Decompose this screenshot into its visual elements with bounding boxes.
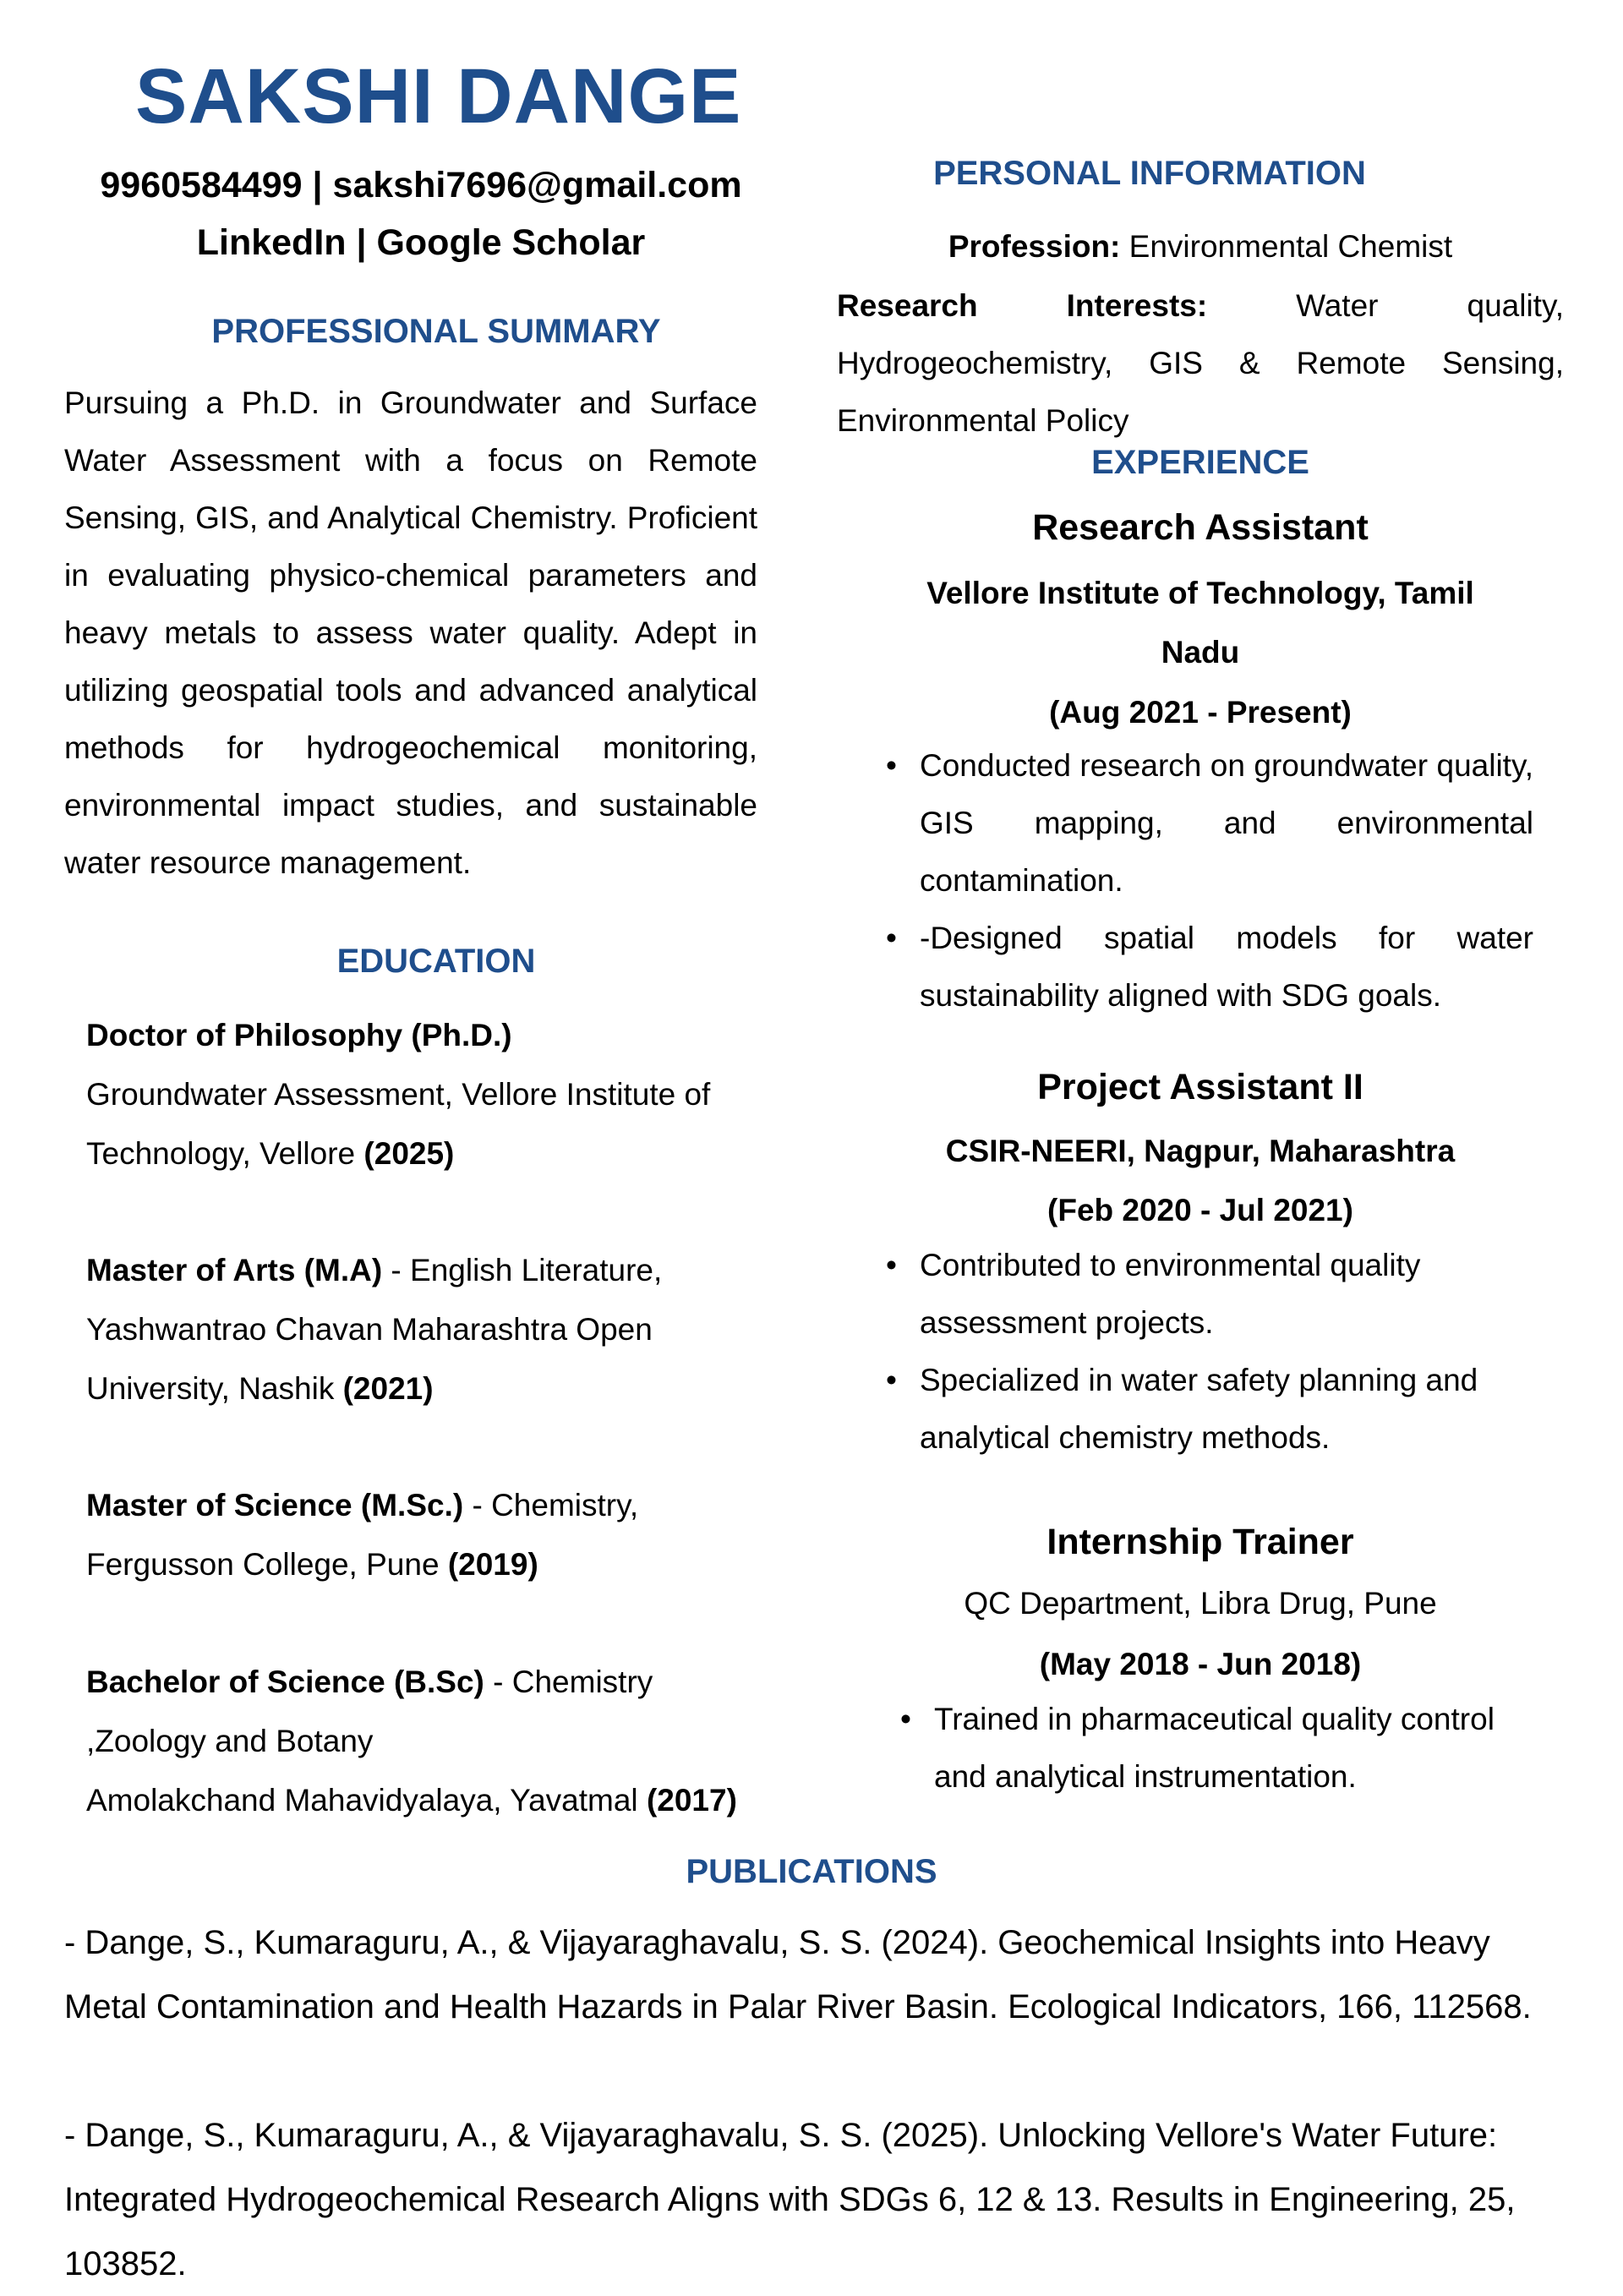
job-bullets	[900, 1691, 1543, 1806]
list-item: • Contributed to environmental quality assessment projects.	[920, 1237, 1495, 1352]
degree-year: (2025)	[363, 1136, 455, 1171]
bullet-icon: •	[886, 748, 897, 783]
list-item: • Conducted research on groundwater quality, GIS mapping, and environmental contamination.	[920, 737, 1533, 910]
bullet-icon: •	[886, 921, 897, 955]
bullet-icon: •	[900, 1702, 911, 1736]
summary-heading: PROFESSIONAL SUMMARY	[211, 313, 661, 350]
education-entry-ma	[86, 1241, 746, 1419]
list-item: • -Designed spatial models for water sustainability aligned with SDG goals.	[920, 910, 1533, 1025]
list-item: • Trained in pharmaceutical quality control and analytical instrumentation.	[934, 1691, 1543, 1806]
education-heading: EDUCATION	[336, 943, 536, 980]
job-dates: (May 2018 - Jun 2018)	[1039, 1647, 1362, 1681]
profession-label: Profession:	[948, 229, 1121, 264]
publications-heading: PUBLICATIONS	[686, 1853, 937, 1890]
profession-value: Environmental Chemist	[1120, 229, 1453, 264]
bullet-icon: •	[886, 1248, 897, 1282]
contact-line: 9960584499 | sakshi7696@gmail.com	[100, 165, 742, 205]
list-item: • Specialized in water safety planning and analytical chemistry methods.	[920, 1352, 1495, 1467]
personal-info-heading: PERSONAL INFORMATION	[933, 155, 1366, 192]
degree-detail: - English Literature, Yashwantrao Chavan Maharashtra Open University, Nashik	[86, 1253, 663, 1406]
education-entry-phd	[86, 1006, 779, 1184]
job-organization: Vellore Institute of Technology, Tamil Nadu	[926, 576, 1474, 670]
interests-label: Research Interests:	[837, 288, 1208, 323]
experience-heading: EXPERIENCE	[1091, 444, 1309, 481]
research-interests	[837, 277, 1564, 450]
bullet-icon: •	[886, 1363, 897, 1397]
job-title: Project Assistant II	[1037, 1067, 1363, 1107]
degree-title: Doctor of Philosophy (Ph.D.)	[86, 1018, 512, 1052]
degree-year: (2019)	[447, 1547, 538, 1582]
degree-title: Master of Arts (M.A)	[86, 1253, 383, 1287]
degree-detail: Amolakchand Mahavidyalaya, Yavatmal	[86, 1783, 647, 1818]
education-entry-bsc	[86, 1653, 737, 1830]
interests-value: Water quality, Hydrogeochemistry, GIS & Remote Sensing, Environmental Policy	[837, 288, 1564, 438]
degree-detail: Groundwater Assessment, Vellore Institute of Technology, Vellore	[86, 1077, 711, 1171]
job-bullets	[886, 737, 1533, 1025]
degree-title: Bachelor of Science (B.Sc)	[86, 1665, 484, 1699]
resume-name: SAKSHI DANGE	[135, 53, 742, 139]
job-organization: QC Department, Libra Drug, Pune	[964, 1586, 1437, 1621]
job-organization: CSIR-NEERI, Nagpur, Maharashtra	[945, 1134, 1456, 1168]
degree-detail: - Chemistry, Fergusson College, Pune	[86, 1488, 639, 1582]
job-dates: (Aug 2021 - Present)	[1049, 695, 1352, 730]
summary-text: Pursuing a Ph.D. in Groundwater and Surface Water Assessment with a focus on Remote Sensing, GIS, and Analytical Chemistry. Proficient in evaluating physico-chemical parameters and heavy metals to assess water quality. Adept in utilizing geospatial tools and advanced analytical methods for hydrogeochemical monitoring, environmental impact studies, and sustainable water resource management.	[64, 385, 757, 880]
degree-title: Master of Science (M.Sc.)	[86, 1488, 464, 1522]
job-title: Research Assistant	[1032, 507, 1369, 548]
degree-detail: - Chemistry ,Zoology and Botany	[86, 1665, 653, 1758]
education-entry-msc	[86, 1476, 746, 1594]
job-title: Internship Trainer	[1046, 1522, 1354, 1562]
degree-year: (2021)	[342, 1371, 434, 1406]
publication-entry: - Dange, S., Kumaraguru, A., & Vijayaraghavalu, S. S. (2025). Unlocking Vellore's Water Future: Integrated Hydrogeochemical Research Aligns with SDGs 6, 12 & 13. Results in Engineering, 25, 103852.	[64, 2117, 1516, 2282]
job-bullets	[886, 1237, 1495, 1467]
profile-links: LinkedIn | Google Scholar	[196, 222, 646, 263]
job-dates: (Feb 2020 - Jul 2021)	[1047, 1193, 1353, 1227]
degree-year: (2017)	[646, 1783, 737, 1818]
profession-line	[837, 218, 1564, 276]
publication-entry: - Dange, S., Kumaraguru, A., & Vijayaraghavalu, S. S. (2024). Geochemical Insights into Heavy Metal Contamination and Health Hazards in Palar River Basin. Ecological Indicators, 166, 112568.	[64, 1924, 1532, 2025]
